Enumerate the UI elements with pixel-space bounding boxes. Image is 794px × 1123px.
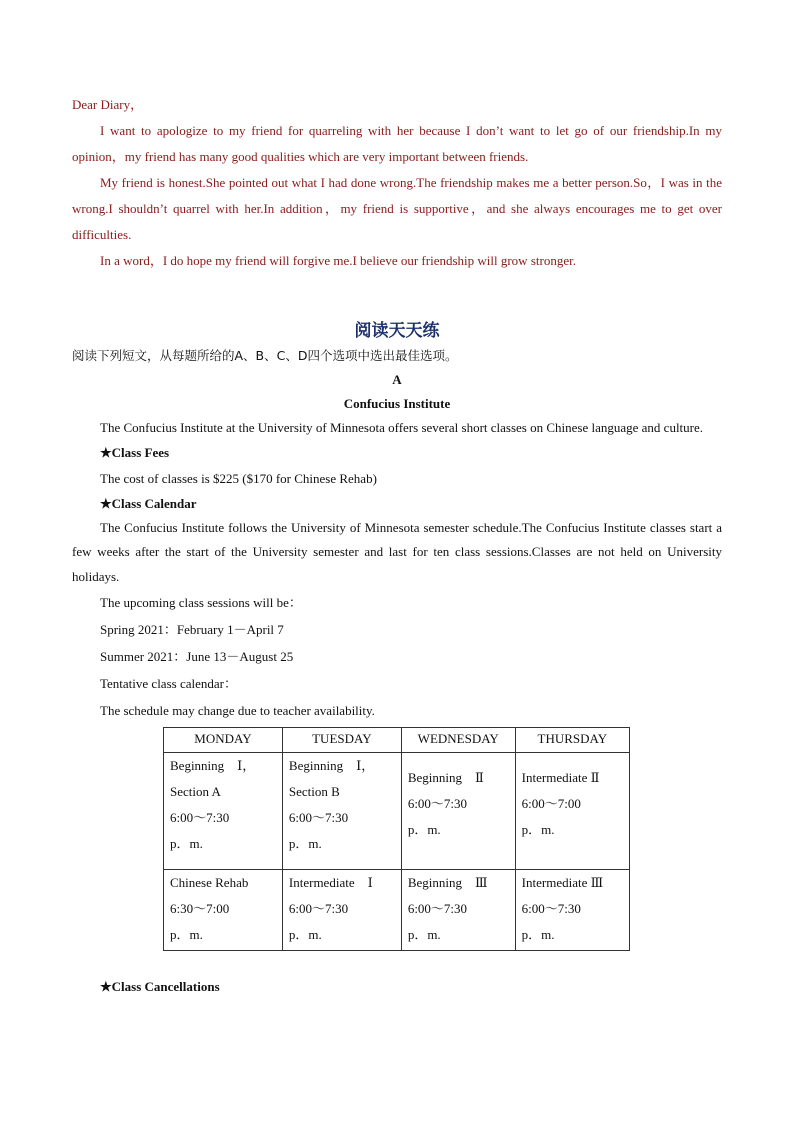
tentative-calendar-label: Tentative class calendar： <box>100 676 237 691</box>
header-thursday: THURSDAY <box>515 728 629 753</box>
table-cell <box>401 753 515 870</box>
table-cell <box>401 870 515 951</box>
cell-line: Intermediate Ⅰ <box>288 875 373 890</box>
table-cell <box>164 753 283 870</box>
table-header-row <box>164 728 630 753</box>
cell-line: p．m. <box>170 927 203 942</box>
cell-line: 6:00～7:30 <box>407 901 468 916</box>
class-calendar-heading: ★Class Calendar <box>100 495 197 511</box>
schedule-note: The schedule may change due to teacher availability. <box>100 703 375 718</box>
cell-line: Beginning Ⅰ， <box>170 758 256 773</box>
cell-line: p．m. <box>407 927 441 942</box>
article-title: Confucius Institute <box>343 396 451 411</box>
cell-line: Section A <box>170 784 221 799</box>
table-cell <box>164 870 283 951</box>
cell-line: 6:00～7:00 <box>521 796 581 811</box>
cell-line: 6:30～7:00 <box>170 901 230 916</box>
cell-line: p．m. <box>521 927 555 942</box>
cell-line: 6:00～7:30 <box>170 810 230 825</box>
section-instruction: 阅读下列短文，从每题所给的A、B、C、D四个选项中选出最佳选项。 <box>72 348 458 363</box>
cell-line: Intermediate Ⅲ <box>521 875 604 890</box>
class-cancellations-heading: ★Class Cancellations <box>100 979 220 994</box>
spring-session: Spring 2021：February 1－April 7 <box>100 622 284 637</box>
diary-paragraph-2: My friend is honest.She pointed out what I had done wrong.The friendship makes me a better person.So，I was in the wrong.I shouldn’t quarrel with her.In addition，my friend is supportive，and she always encourages me to get over difficulties. <box>72 175 722 242</box>
cell-line: 6:00～7:30 <box>407 796 468 811</box>
header-monday: MONDAY <box>164 728 283 753</box>
header-wednesday: WEDNESDAY <box>401 728 515 753</box>
table-cell <box>515 870 629 951</box>
cell-line: 6:00～7:30 <box>288 901 349 916</box>
diary-greeting: Dear Diary， <box>72 97 144 112</box>
table-cell <box>515 753 629 870</box>
class-fees-heading: ★Class Fees <box>100 444 170 460</box>
cell-line: Intermediate Ⅱ <box>521 770 600 785</box>
cell-line: 6:00～7:30 <box>521 901 581 916</box>
diary-paragraph-3: In a word，I do hope my friend will forgive me.I believe our friendship will grow stronger. <box>100 253 576 268</box>
class-fees-text: The cost of classes is $225 ($170 for Chinese Rehab) <box>100 470 377 486</box>
article-intro: The Confucius Institute at the University of Minnesota offers several short classes on Chinese language and culture. <box>100 420 704 435</box>
table-row <box>164 753 630 870</box>
cell-line: 6:00～7:30 <box>288 810 349 825</box>
cell-line: Beginning Ⅲ <box>407 875 488 890</box>
table-cell <box>282 753 401 870</box>
section-title: 阅读天天练 <box>354 321 440 341</box>
cell-line: Section B <box>288 784 340 799</box>
cell-line: Beginning Ⅰ， <box>288 758 375 773</box>
summer-session: Summer 2021：June 13－August 25 <box>100 649 294 664</box>
cell-line: p．m. <box>170 836 203 851</box>
diary-entry <box>72 92 722 274</box>
header-tuesday: TUESDAY <box>282 728 401 753</box>
class-calendar-text: The Confucius Institute follows the University of Minnesota semester schedule.The Confucius Institute classes start a few weeks after the start of the University semester and last for ten class sessions.Classes are not held on University holidays. <box>72 519 722 584</box>
article-letter: A <box>392 372 402 387</box>
class-schedule-table <box>163 727 630 951</box>
table-row <box>164 870 630 951</box>
cell-line: Chinese Rehab <box>170 875 249 890</box>
upcoming-sessions-label: The upcoming class sessions will be： <box>100 595 302 610</box>
cell-line: p．m. <box>521 822 555 837</box>
document-page <box>72 92 722 999</box>
cell-line: p．m. <box>288 927 322 942</box>
table-cell <box>282 870 401 951</box>
cell-line: Beginning Ⅱ <box>407 770 484 785</box>
cell-line: p．m. <box>407 822 441 837</box>
cell-line: p．m. <box>288 836 322 851</box>
diary-paragraph-1: I want to apologize to my friend for quarreling with her because I don’t want to let go of our friendship.In my opinion，my friend has many good qualities which are very important between friends. <box>72 123 722 164</box>
